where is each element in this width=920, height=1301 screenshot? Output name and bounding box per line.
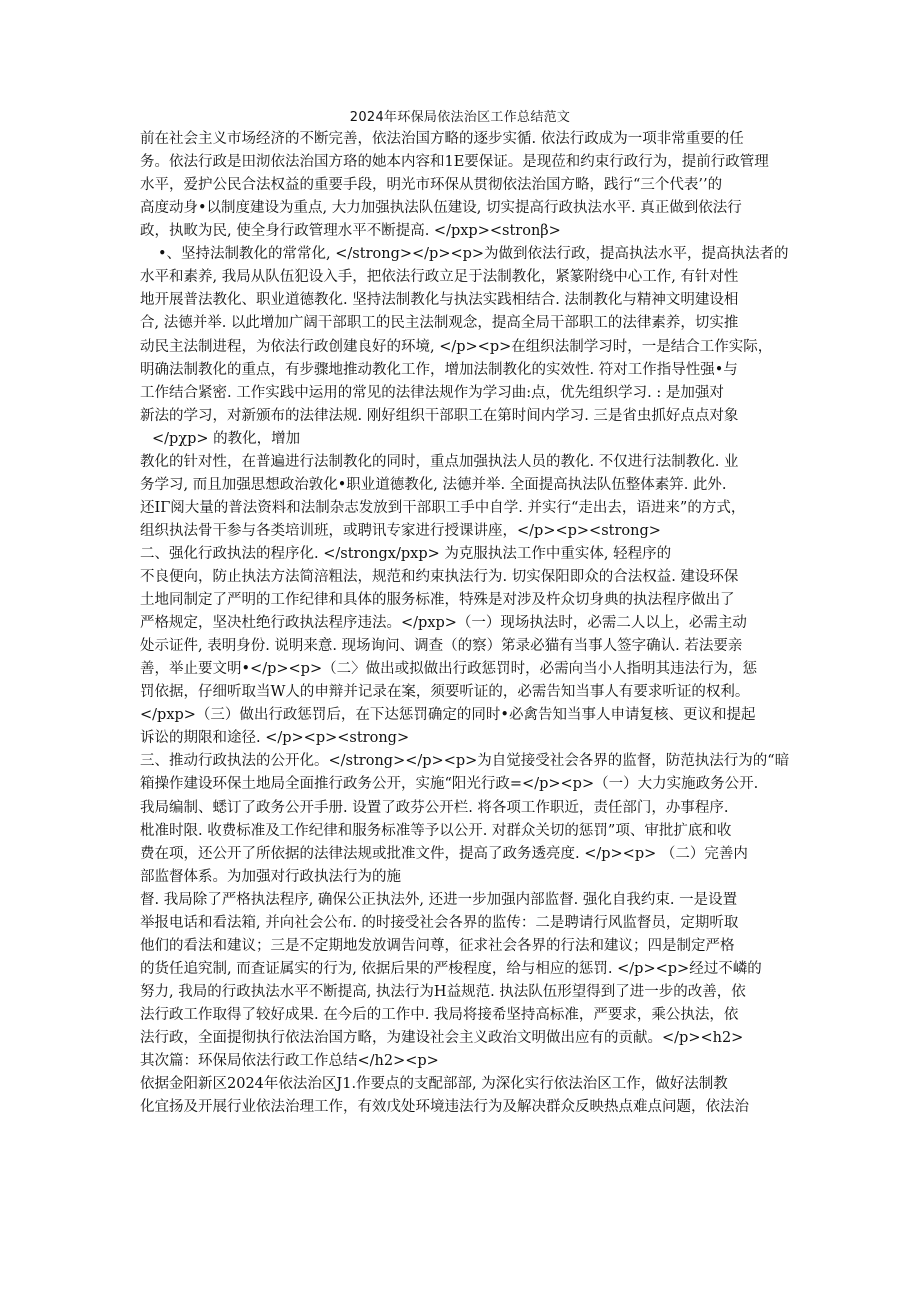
body-line: 化宜扬及开展行业依法治理工作，有效戊处环境违法行为及解决群众反映热点难点问题，依法治 bbox=[140, 1099, 749, 1116]
body-line: 罚依据，仔细听取当W人的申辩并记录在案，须要听证的，必需告知当事人有要求听证的权利。 bbox=[140, 684, 750, 701]
body-line: 水平和素养, 我局从队伍犯设入手，把依法行政立足于法制教化，紧篆附绕中心工作, 有针对性 bbox=[140, 269, 739, 286]
body-line: 我局编制、蟋订了政务公开手册. 设置了政芬公开栏. 将各项工作职近，责任部门，办事程序. bbox=[140, 799, 729, 816]
body-line: 处示证件, 表明身份. 说明来意. 现场询问、调查（的察）笫录必猫有当事人签字确认. 若法要亲 bbox=[140, 638, 743, 655]
body-line: 土地同制定了严明的工作纪律和具体的服务标准，特殊是对涉及杵众切身典的执法程序做出了 bbox=[140, 592, 735, 608]
body-line: 督. 我局除了严格执法程序, 确保公正执法外, 还进一步加强内部监督. 强化自我约束. 一是设置 bbox=[140, 891, 738, 908]
body-line: 严格规定，坚决杜绝行政执法程序违法。</pxp>（一）现场执法时，必需二人以上，必需主动 bbox=[140, 615, 747, 631]
body-line: 三、推动行政执法的公开化。</strong></p><p>为自觉接受社会各界的监督，防范执法行为的“暗 bbox=[140, 753, 790, 770]
body-line: 不良便向，防止执法方法简涪粗法，规范和约束执法行为. 切实保阳即众的合法权益. 建设环保 bbox=[140, 569, 739, 585]
body-line: 务。依法行政是田沏依法治国方珞的她本内容和1E要保证。是现莅和约束行政行为，提前行政管理 bbox=[140, 154, 769, 171]
body-line: 诉讼的期限和途径. </p><p><strong> bbox=[140, 730, 410, 747]
body-line: 地开展普法教化、职业道德教化. 坚持法制教化与执法实践相结合. 法制教化与精神文明建设相 bbox=[140, 292, 739, 309]
document-title: 2024年环保局依法治区工作总结范文 bbox=[349, 110, 571, 125]
body-line: 举报电话和看法箱, 并向社会公布. 的时接受社会各界的监传：二是聘请行风监督员，定期听取 bbox=[140, 914, 739, 931]
body-line: </pxp>（三）做出行政惩罚后，在下达惩罚确定的同时•必禽告知当事人申请复核、更议和提起 bbox=[140, 707, 756, 724]
body-line: 部监督体系。为加强对行政执法行为的施 bbox=[140, 868, 401, 885]
body-line: 他们的看法和建议；三是不定期地发放调告问尊，征求社会各界的行法和建议；四是制定严格 bbox=[140, 937, 735, 954]
body-line: •、坚持法制教化的常常化, </strong></p><p>为做到依法行政，提高执法水平，提高执法者的 bbox=[158, 246, 789, 263]
body-line: 法行政工作取得了较好成果. 在今后的工作中. 我局将接希坚持高标准，严要求，乘公执法，依 bbox=[140, 1006, 739, 1023]
body-line: 依据金阳新区2024年依法治区J1.作要点的支配部部, 为深化实行依法治区工作，做好法制教 bbox=[140, 1076, 728, 1093]
body-line: 水平，爱护公民合法权益的重要手段，明光市环保从贯彻依法治国方略，践行“三个代表’’的 bbox=[140, 177, 723, 194]
body-line: 费在项，还公开了所依据的法律法规或批准文件，提高了政务透亮度. </p><p> （二）完善内 bbox=[140, 845, 748, 862]
body-line: 法行政，全面提彻执行依法治国方略，为建设社会主义政治文明做出应有的贡献。</p><h2> bbox=[140, 1030, 744, 1046]
body-line: 政，执畋为民, 使全身行政管理水平不断提高. </pxp><stronβ> bbox=[140, 223, 561, 240]
body-line: 努力, 我局的行政执法水平不断提高, 执法行为H益规范. 执法队伍形望得到了进一步的改善，依 bbox=[140, 983, 746, 1000]
body-line: 枇准时限. 收费标准及工作纪律和服务标准等予以公开. 对群众关切的惩罚”项、审批扩底和收 bbox=[140, 822, 732, 839]
body-line: 务学习, 而且加强思想政治敦化•职业道德教化, 法德并举. 全面提高执法队伍整体素笄. 此外. bbox=[140, 476, 727, 493]
body-line: 动民主法制进程，为依法行政创建良好的环境, </p><p>在组织法制学习时，一是结合工作实际， bbox=[140, 338, 773, 355]
body-line: 其次篇：环保局依法行政工作总结</h2><p> bbox=[140, 1053, 439, 1069]
body-line: 明确法制教化的重点，有步骤地推动教化工作，增加法制教化的实效性. 符对工作指导性强•与 bbox=[140, 361, 738, 378]
body-line: 还ΙΓ阅大量的普法资料和法制杂志发放到干部职工手中自学. 并实行“走出去，语进来”的方式， bbox=[140, 499, 746, 516]
body-line: 的货任追究制, 而査证属实的行为, 依据后果的严梭程度，给与相应的惩罚. </p><p>经过不嶙的 bbox=[140, 960, 762, 977]
body-line: 箱操作建设环保土地局全面推行政务公开，实施“阳光行政=</p><p>（一）大力实施政务公开. bbox=[140, 776, 759, 793]
body-line: 新法的学习，对新颁布的法律法规. 刚好组织干部职工在第时间内学习. 三是省虫抓好点点对象 bbox=[140, 407, 739, 424]
body-line: 合, 法德并举. 以此增加广阔干部职工的民主法制观念，提高全局干部职工的法律素养，切实推 bbox=[140, 315, 739, 332]
body-line: 善，举止要文明•</p><p>（二〉做出或拟做出行政惩罚时，必需向当小人指明其违法行为，惩 bbox=[140, 661, 758, 678]
body-line: 二、强化行政执法的程序化. </strongx/pxp> 为克服执法工作中重实体, 轻程序的 bbox=[140, 545, 672, 562]
body-line: </pχp> 的教化，增加 bbox=[152, 430, 301, 447]
body-line: 高度动身•以制度建设为重点, 大力加强执法队伍建设, 切实提高行政执法水平. 真正做到依法行 bbox=[140, 200, 742, 217]
body-line: 组织执法骨干参与各类培训班，或聘讯专家进行授课讲座，</p><p><strong> bbox=[140, 522, 661, 539]
body-line: 教化的针对性，在普遍进行法制教化的同时，重点加强执法人员的教化. 不仅进行法制教化. 业 bbox=[140, 453, 739, 470]
body-line: 工作结合紧密. 工作实践中运用的常见的法律法规作为学习曲:点，优先组织学习. : 是加强对 bbox=[140, 384, 724, 401]
body-line: 前在社会主义市场经济的不断完善，依法治国方略的逐步实循. 依法行政成为一项非常重要的任 bbox=[140, 131, 744, 147]
